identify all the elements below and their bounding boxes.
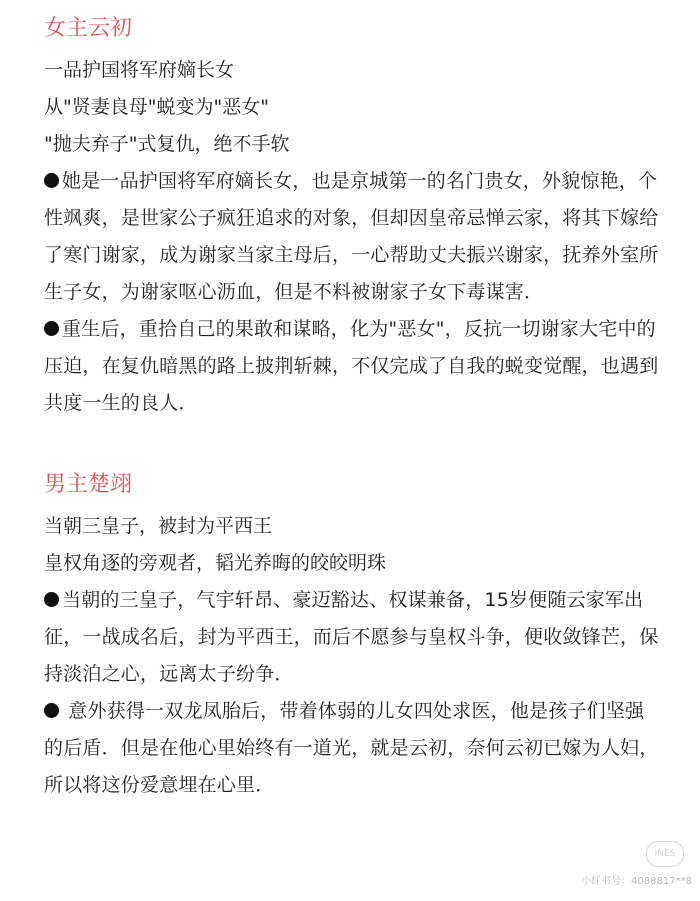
heroine-paragraph-1 <box>44 163 660 311</box>
section-spacer <box>44 422 660 468</box>
watermark-text: 小红书号：4088817**8 <box>581 876 692 887</box>
watermark-logo: INES <box>646 841 684 867</box>
heroine-paragraph-2-text: 重生后，重拾自己的果敢和谋略，化为"恶女"，反抗一切谢家大宅中的压迫，在复仇暗黑的路上披荆斩棘，不仅完成了自我的蜕变觉醒，也遇到共度一生的良人． <box>44 318 659 414</box>
hero-paragraph-2 <box>44 693 660 804</box>
bullet-icon <box>44 703 59 718</box>
heroine-line-3: "抛夫弃子"式复仇，绝不手软 <box>44 133 290 155</box>
bullet-icon <box>44 592 59 607</box>
hero-paragraph-2-text: 意外获得一双龙凤胎后，带着体弱的儿女四处求医，他是孩子们坚强的后盾．但是在他心里始终有一道光，就是云初，奈何云初已嫁为人妇，所以将这份爱意埋在心里． <box>44 700 659 796</box>
heroine-paragraph-2 <box>44 311 660 422</box>
hero-paragraph-1 <box>44 582 660 693</box>
hero-paragraph-1-text: 当朝的三皇子，气宇轩昂、豪迈豁达、权谋兼备，15岁便随云家军出征，一战成名后，封为平西王，而后不愿参与皇权斗争，便收敛锋芒，保持淡泊之心，远离太子纷争． <box>44 589 659 685</box>
heroine-paragraph-1-text: 她是一品护国将军府嫡长女，也是京城第一的名门贵女，外貌惊艳，个性飒爽，是世家公子疯狂追求的对象，但却因皇帝忌惮云家，将其下嫁给了寒门谢家，成为谢家当家主母后，一心帮助丈夫振兴谢家，抚养外室所生子女，为谢家呕心沥血，但是不料被谢家子女下毒谋害． <box>44 170 659 303</box>
hero-line-2: 皇权角逐的旁观者，韬光养晦的皎皎明珠 <box>44 552 387 574</box>
bullet-icon <box>44 173 59 188</box>
bullet-icon <box>44 321 59 336</box>
hero-section <box>44 468 660 804</box>
hero-title: 男主楚翊 <box>44 472 133 497</box>
heroine-section <box>44 12 660 422</box>
heroine-title: 女主云初 <box>44 16 133 41</box>
heroine-line-1: 一品护国将军府嫡长女 <box>44 59 235 81</box>
hero-line-1: 当朝三皇子，被封为平西王 <box>44 515 273 537</box>
heroine-line-2: 从"贤妻良母"蜕变为"恶女" <box>44 96 269 118</box>
